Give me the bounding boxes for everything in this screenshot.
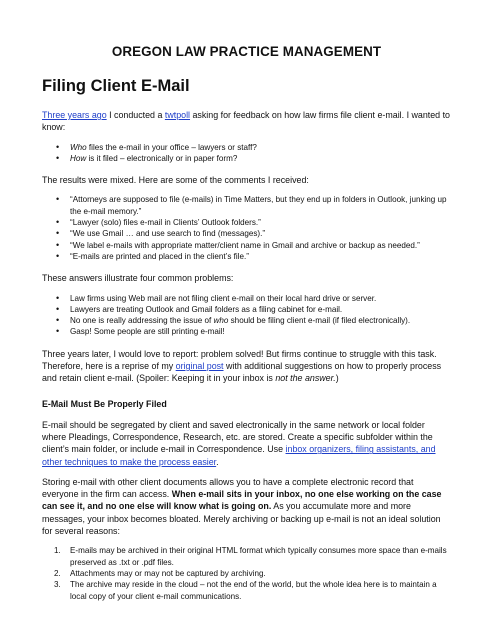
- problem-text: Gasp! Some people are still printing e-mail!: [70, 327, 225, 337]
- reason-text: E-mails may be archived in their original HTML format which typically consumes more space than e-mails preserved as .txt or .pdf files.: [70, 546, 447, 567]
- intro-text-2: asking for feedback on how law firms file client e-mail. I wanted to know:: [42, 110, 450, 133]
- followup-text-2: with additional suggestions on how to properly process and retain client e-mail. (Spoiler: Keeping it in your inbox is: [42, 361, 442, 384]
- reasons-list: [42, 545, 451, 601]
- list-item: • “E-mails are printed and placed in the client’s file.”: [70, 251, 451, 262]
- question-text: is it filed – electronically or in paper form?: [86, 153, 238, 163]
- reason-text: Attachments may or may not be captured by archiving.: [70, 568, 266, 578]
- problem-emphasis: who: [213, 316, 229, 326]
- list-item: [70, 293, 451, 304]
- results-intro: The results were mixed. Here are some of the comments I received:: [42, 175, 309, 186]
- list-number: 1.: [54, 546, 61, 556]
- list-item: [70, 142, 451, 153]
- followup-text-3: ): [335, 373, 339, 384]
- problem-text-end: should be filing client e-mail (if filed electronically).: [228, 316, 411, 326]
- list-item: • “We label e-mails with appropriate matter/client name in Gmail and archive or backup as needed.”: [70, 240, 451, 251]
- three-years-ago-link[interactable]: Three years ago: [42, 110, 107, 120]
- list-item: • “Attorneys are supposed to file (e-mails) in Time Matters, but they end up in folders in Outlook, junking up the e-mail memory.”: [70, 194, 451, 217]
- list-item: [70, 315, 451, 326]
- storing-strong: When e-mail sits in your inbox, no one else working on the case can see it, and no one else will know what is going on.: [42, 489, 442, 512]
- question-emphasis: How: [70, 153, 87, 163]
- list-item: [70, 304, 451, 315]
- followup-text-1: Three years later, I would love to report: problem solved! But firms continue to struggle with this task. Therefore, here is a reprise of my: [42, 348, 437, 372]
- original-post-link[interactable]: original post: [175, 361, 224, 372]
- filed-paragraph: [42, 419, 451, 468]
- list-item: [70, 153, 451, 164]
- list-item: • “We use Gmail … and use search to find (messages).”: [70, 228, 451, 239]
- filed-text-2: .: [216, 456, 219, 467]
- comments-list: [42, 194, 451, 262]
- list-item: [54, 579, 451, 602]
- list-item: [54, 568, 451, 579]
- problems-list: [42, 293, 451, 338]
- list-item: • “Lawyer (solo) files e-mail in Clients’ Outlook folders.”: [70, 217, 451, 228]
- problem-text: Lawyers are treating Outlook and Gmail folders as a filing cabinet for e-mail.: [70, 304, 343, 314]
- storing-text-1: Storing e-mail with other client documents allows you to have a complete electronic record that everyone in the firm can access.: [42, 476, 414, 500]
- filed-text-1: E-mail should be segregated by client and saved electronically in the same network or local folder where Pleadings, Correspondence, Research, etc. are stored. Create a specific subfolder within the client’s main folder, or include e-mail in Correspondence. Use: [42, 419, 433, 455]
- question-emphasis: Who: [70, 142, 87, 152]
- masthead: OREGON LAW PRACTICE MANAGEMENT: [111, 44, 382, 59]
- twtpoll-link[interactable]: twtpoll: [164, 110, 191, 120]
- list-number: 2.: [54, 568, 61, 578]
- inbox-organizers-link[interactable]: inbox organizers, filing assistants, and other techniques to make the process easier: [42, 444, 436, 467]
- intro-paragraph: [42, 109, 451, 134]
- section-heading: E-Mail Must Be Properly Filed: [42, 398, 167, 409]
- questions-list: [42, 142, 451, 165]
- problem-text: No one is really addressing the issue of: [70, 316, 214, 326]
- problems-intro: These answers illustrate four common problems:: [42, 273, 234, 284]
- page-title: Filing Client E-Mail: [42, 77, 190, 95]
- storing-paragraph: [42, 476, 451, 537]
- list-number: 3.: [54, 580, 61, 590]
- reason-text: The archive may reside in the cloud – not the end of the world, but the whole idea here is to maintain a local copy of your client e-mail communications.: [70, 580, 437, 601]
- followup-paragraph: [42, 348, 451, 385]
- list-item: [70, 326, 451, 337]
- followup-emphasis: not the answer.: [275, 373, 336, 384]
- intro-text-1: I conducted a: [106, 110, 165, 120]
- problem-text: Law firms using Web mail are not filing client e-mail on their local hard drive or server.: [70, 293, 377, 303]
- question-text: files the e-mail in your office – lawyers or staff?: [86, 142, 257, 152]
- list-item: [54, 545, 451, 568]
- storing-text-2: As you accumulate more and more messages, your inbox becomes bloated. Merely archiving or backing up e-mail is not an ideal solution for several reasons:: [42, 501, 441, 537]
